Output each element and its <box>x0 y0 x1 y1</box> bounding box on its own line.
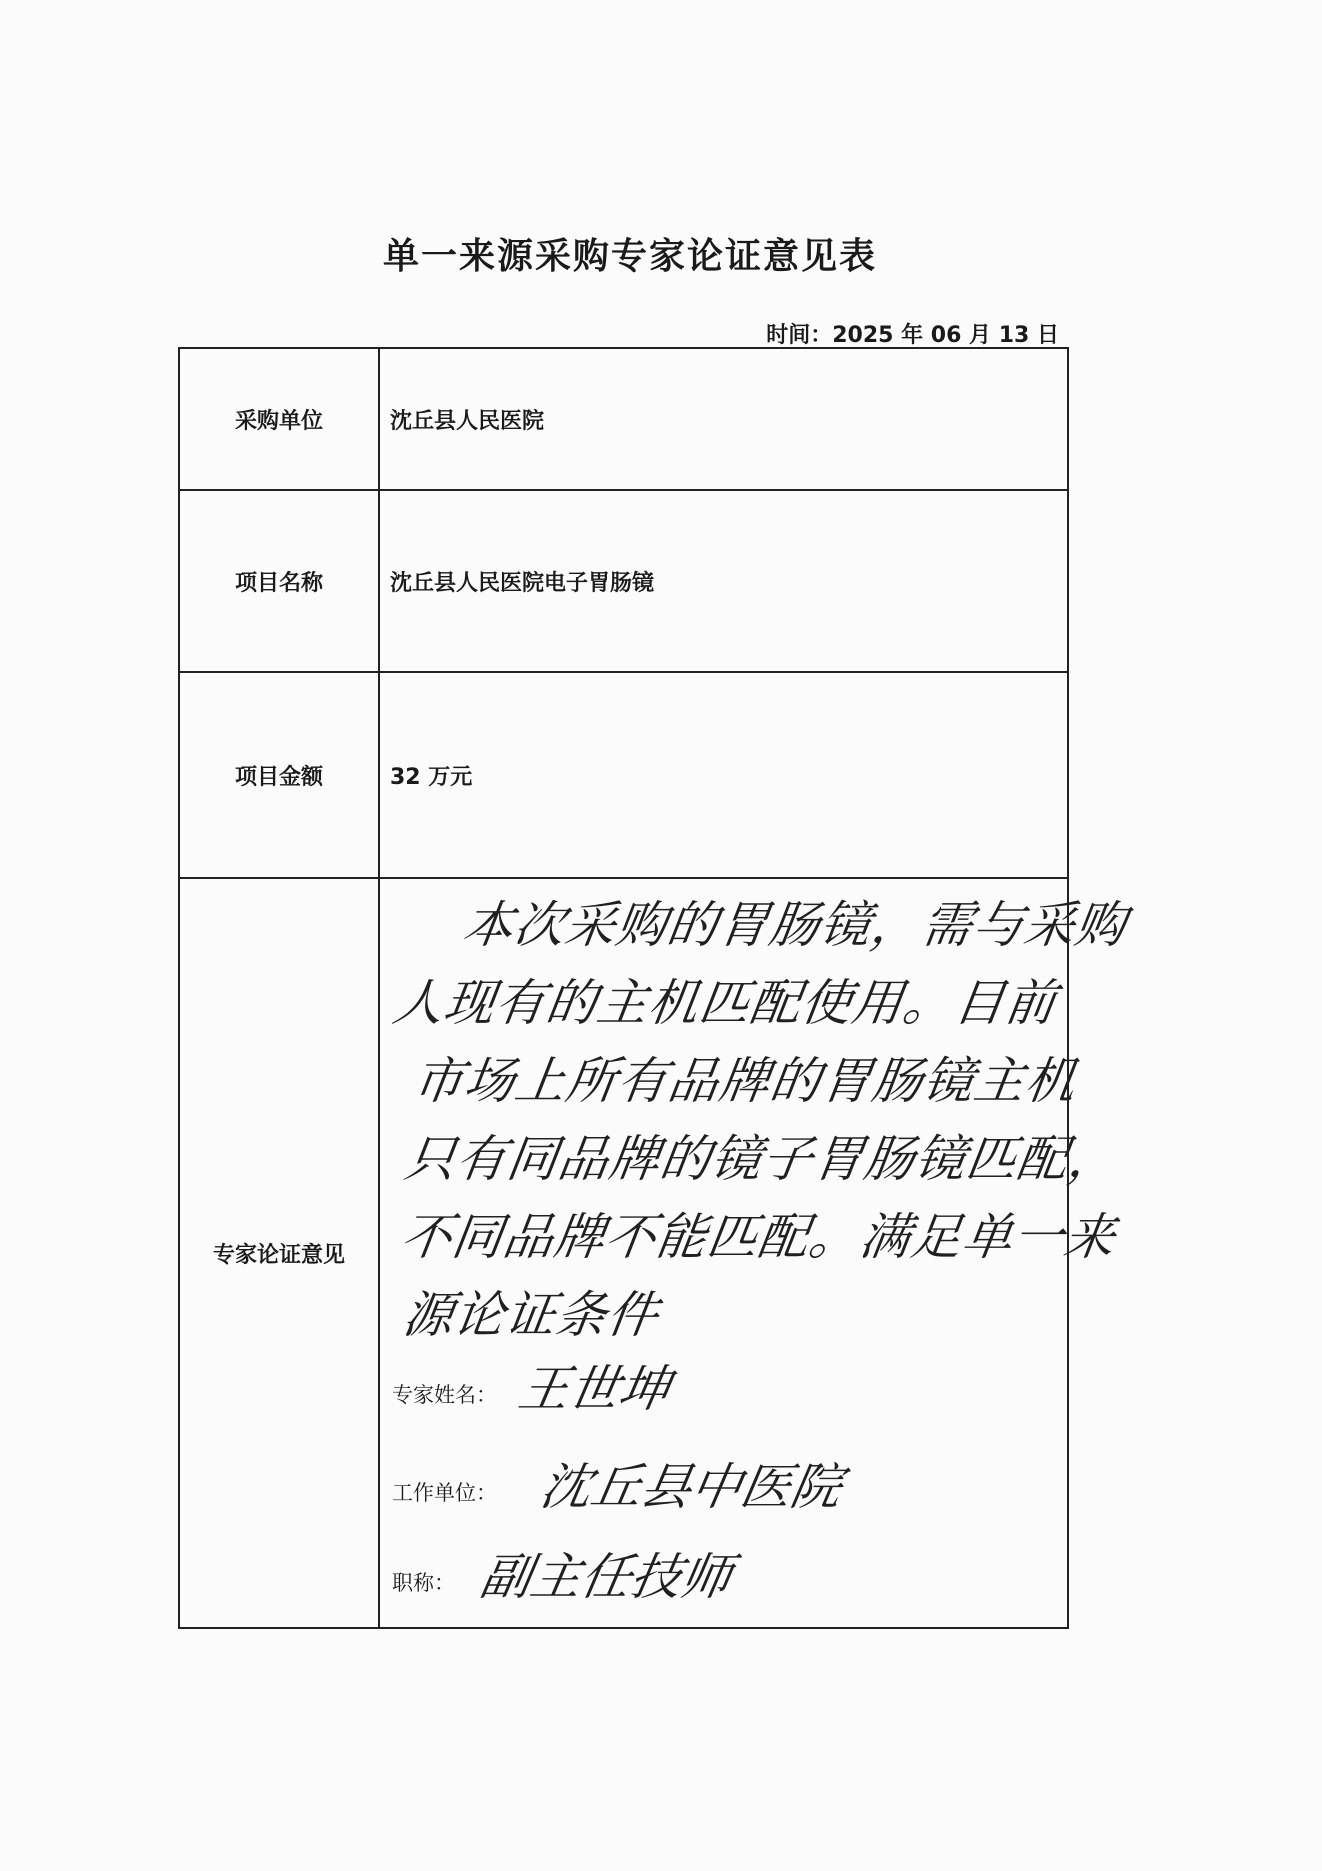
row-expert-opinion <box>179 878 1068 1628</box>
row-project-name <box>179 490 1068 672</box>
document-title: 单一来源采购专家论证意见表 <box>382 236 877 277</box>
expert-name-signature: 王世坤 <box>514 1360 675 1418</box>
job-title-label: 职称： <box>392 1571 455 1595</box>
handwritten-line: 源论证条件 <box>399 1286 663 1344</box>
opinion-form-table <box>178 347 1131 1629</box>
work-unit-label: 工作单位： <box>392 1481 497 1505</box>
job-title-field <box>392 1548 737 1606</box>
project-amount-label: 项目金额 <box>179 672 379 878</box>
handwritten-line: 市场上所有品牌的胃肠镜主机 <box>409 1052 1081 1110</box>
project-name-value: 沈丘县人民医院电子胃肠镜 <box>379 490 1068 672</box>
job-title-handwritten: 副主任技师 <box>476 1548 737 1606</box>
procurement-unit-label: 采购单位 <box>179 348 379 490</box>
row-procurement-unit <box>179 348 1068 490</box>
expert-opinion-label: 专家论证意见 <box>179 878 379 1628</box>
expert-name-label: 专家姓名： <box>392 1383 497 1407</box>
project-name-label: 项目名称 <box>179 490 379 672</box>
expert-opinion-cell <box>379 878 1131 1628</box>
work-unit-field <box>392 1458 847 1516</box>
handwritten-opinion <box>389 885 1131 1355</box>
date-line: 时间：2025 年 06 月 13 日 <box>766 323 1059 348</box>
handwritten-line: 只有同品牌的镜子胃肠镜匹配， <box>401 1130 1124 1188</box>
work-unit-handwritten: 沈丘县中医院 <box>536 1458 847 1516</box>
row-project-amount <box>179 672 1068 878</box>
handwritten-line: 本次采购的胃肠镜，需与采购 <box>459 896 1131 954</box>
expert-name-field <box>392 1360 675 1418</box>
project-amount-value: 32 万元 <box>379 672 1068 878</box>
procurement-unit-value: 沈丘县人民医院 <box>379 348 1068 490</box>
handwritten-line: 不同品牌不能匹配。满足单一来 <box>397 1208 1120 1266</box>
handwritten-line: 人现有的主机匹配使用。目前 <box>389 974 1061 1032</box>
